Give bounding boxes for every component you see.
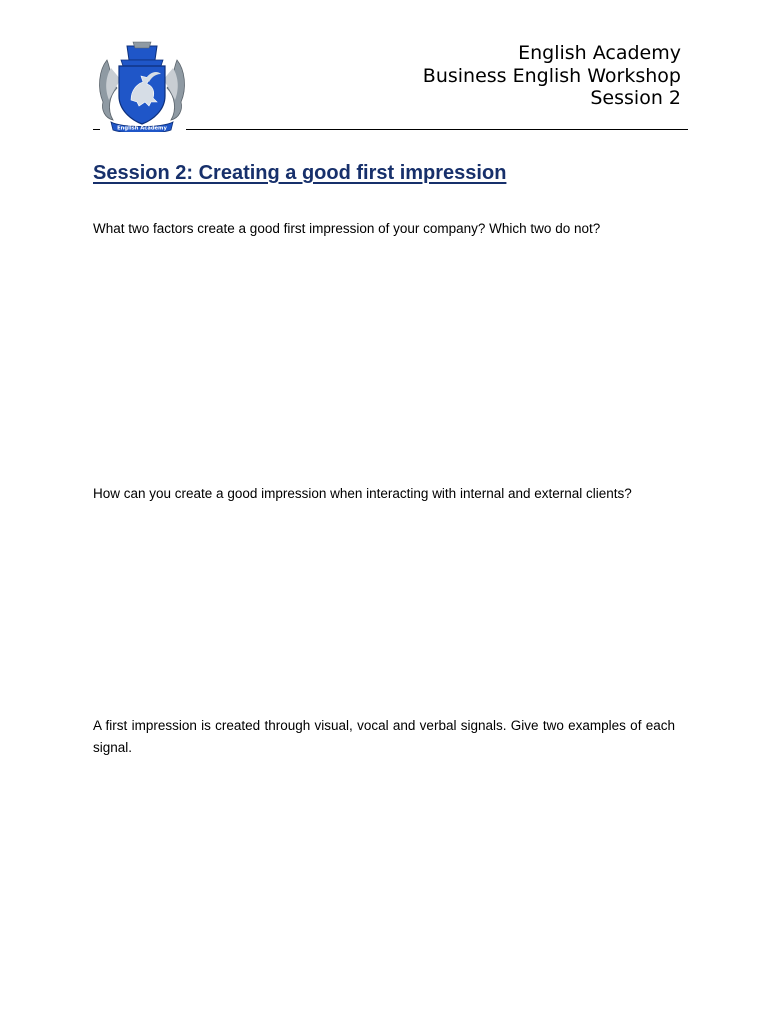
page-title: Session 2: Creating a good first impression [93, 162, 507, 184]
question-3: A first impression is created through visual, vocal and verbal signals. Give two examples of each signal. [93, 718, 675, 755]
header-academy-name: English Academy [518, 42, 681, 64]
header-workshop-name: Business English Workshop [422, 64, 681, 87]
academy-crest-icon [97, 40, 187, 132]
question-2: How can you create a good impression when interacting with internal and external clients? [93, 486, 632, 501]
document-header [423, 42, 681, 110]
header-rule [186, 129, 688, 130]
crest-motto: English Academy [117, 125, 167, 132]
header-rule-short [93, 129, 100, 130]
header-session-label: Session 2 [590, 87, 681, 109]
question-1: What two factors create a good first impression of your company? Which two do not? [93, 221, 601, 236]
